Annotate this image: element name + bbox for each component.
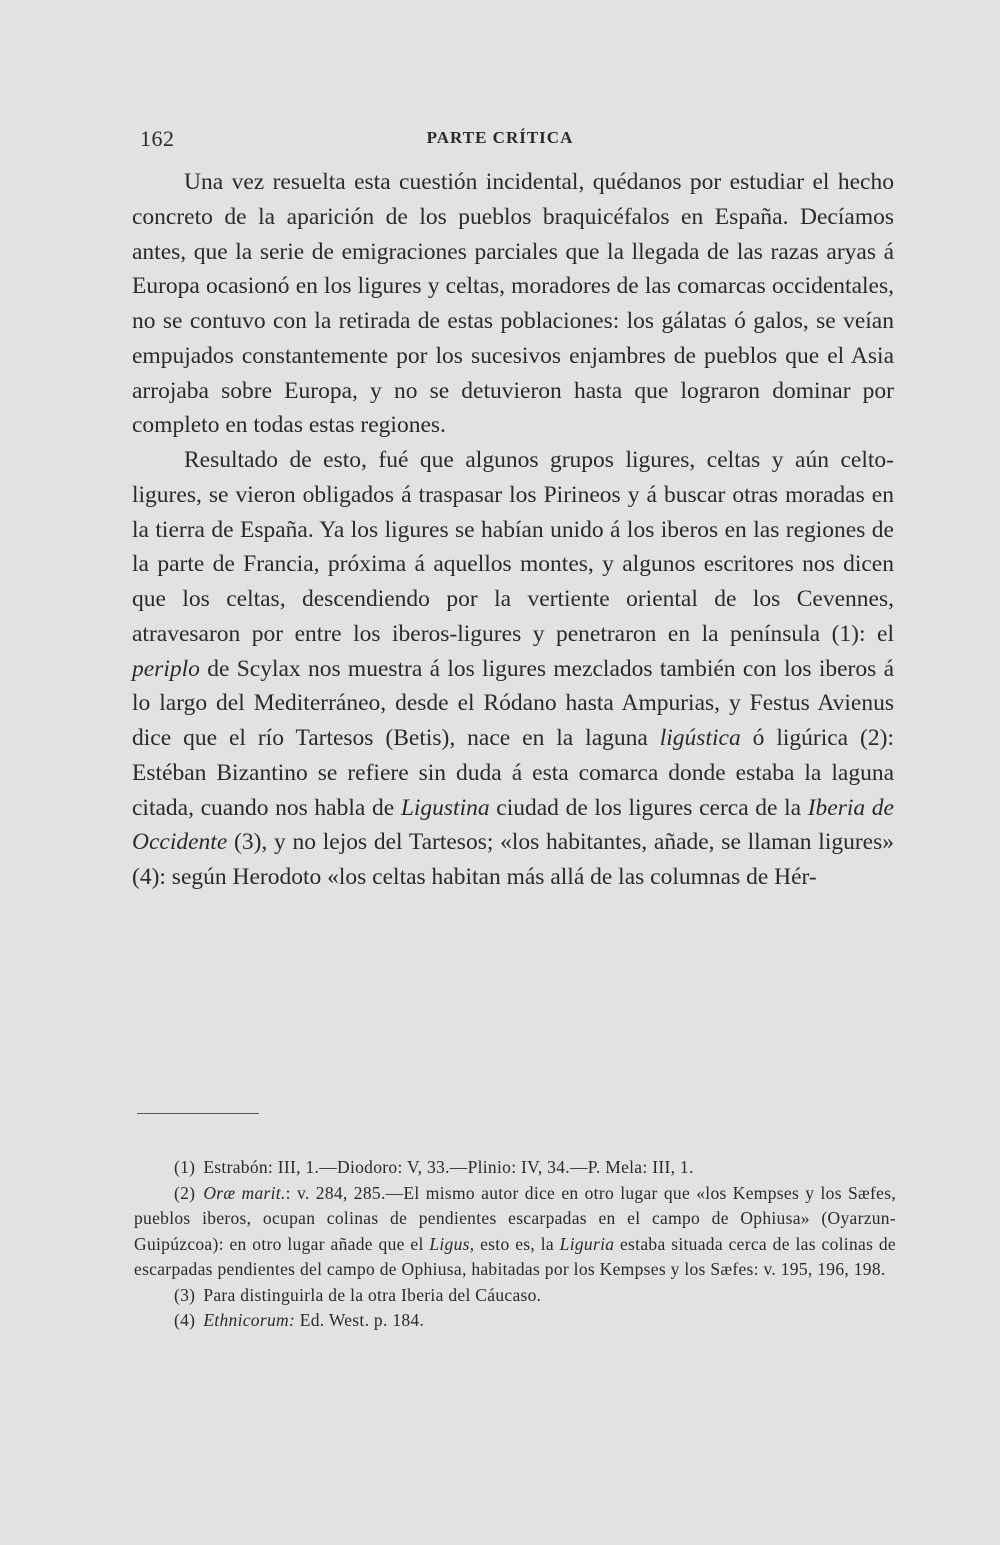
paragraph-1-text: Una vez resuelta esta cuestión incidental, quédanos por estudiar el hecho concreto de la aparición de los pueblos braquicéfalos en España. Decíamos antes, que la serie de emigraciones parciales que la llegada de las razas aryas á Europa ocasionó en los ligures y celtas, moradores de las comarcas occidentales, no se contuvo con la retirada de estas poblaciones: los gálatas ó galos, se veían empujados constantemente por los sucesivos enjambres de pueblos que el Asia arrojaba sobre Europa, y no se detuvieron hasta que lograron dominar por completo en todas estas regiones. — [132, 169, 894, 439]
italic-periplo: periplo — [132, 655, 200, 682]
footnote-4-number: (4) — [174, 1310, 196, 1330]
footnote-4 — [134, 1308, 896, 1334]
main-text — [132, 165, 894, 895]
paragraph-1 — [132, 165, 894, 443]
footnote-2 — [134, 1181, 896, 1283]
footnote-3-number: (3) — [174, 1284, 196, 1305]
footnote-2-number: (2) — [174, 1182, 196, 1203]
footnote-2-italic-c: Liguria — [559, 1233, 615, 1254]
paragraph-2-text-d: ciudad de los ligures cerca de la — [489, 794, 808, 821]
footnote-3 — [134, 1283, 896, 1309]
footnote-2-text-b: , esto es, la — [469, 1233, 560, 1254]
italic-ligustina: Ligustina — [400, 794, 490, 821]
footnote-1 — [134, 1155, 896, 1181]
running-head: PARTE CRÍTICA — [426, 128, 574, 147]
paragraph-2-text-a: Resultado de esto, fué que algunos grupos ligures, celtas y aún celto-ligures, se vieron obligados á traspasar los Pirineos y á buscar otras moradas en la tierra de España. Ya los ligures se habían unido á los iberos en las regiones de la parte de Francia, próxima á aquellos montes, y algunos escritores nos dicen que los celtas, descendiendo por la vertiente oriental de los Cevennes, atravesaron por entre los iberos-ligures y penetraron en la península (1): el — [132, 447, 894, 647]
footnote-2-text-a: : v. 284, 285.—El mismo autor dice en otro lugar que «los Kempses y los Sæfes, pueblos iberos, ocupan colinas de pendientes escarpadas en el campo de Ophiusa» (Oyarzun-Guipúzcoa): en otro lugar añade que el — [134, 1182, 897, 1254]
footnote-4-italic: Ethnicorum: — [203, 1310, 296, 1330]
italic-iberia-occidente: Iberia de Occidente — [132, 794, 894, 856]
paragraph-2-text-c: ó ligúrica (2): Estéban Bizantino se refiere sin duda á esta comarca donde estaba la laguna citada, cuando nos habla de — [132, 725, 894, 821]
italic-ligustica: ligústica — [659, 725, 741, 751]
paragraph-2-text-e: (3), y no lejos del Tartesos; «los habitantes, añade, se llaman ligures» (4): según Herodoto «los celtas habitan más allá de las columnas de Hér- — [132, 829, 894, 890]
paragraph-2 — [132, 443, 894, 895]
footnote-2-italic-b: Ligus — [429, 1233, 470, 1254]
footnote-divider — [137, 1113, 259, 1114]
footnote-4-text: Ed. West. p. 184. — [295, 1310, 425, 1330]
footnote-2-text-c: estaba situada cerca de las colinas de escarpadas pendientes del campo de Ophiusa, habitadas por los Kempses y los Sæfes: v. 195, 196, 198. — [134, 1233, 896, 1279]
footnote-2-italic-a: Oræ marit. — [203, 1182, 286, 1203]
footnote-1-number: (1) — [174, 1157, 196, 1177]
footnote-3-text: Para distinguirla de la otra Iberia del Cáucaso. — [203, 1284, 542, 1305]
footnotes — [134, 1155, 896, 1334]
paragraph-2-text-b: de Scylax nos muestra á los ligures mezclados también con los iberos á lo largo del Mediterráneo, desde el Ródano hasta Ampurias, y Festus Avienus dice que el río Tartesos (Betis), nace en la laguna — [132, 655, 894, 751]
footnote-1-text: Estrabón: III, 1.—Diodoro: V, 33.—Plinio: IV, 34.—P. Mela: III, 1. — [203, 1157, 694, 1177]
page-number: 162 — [140, 126, 175, 151]
